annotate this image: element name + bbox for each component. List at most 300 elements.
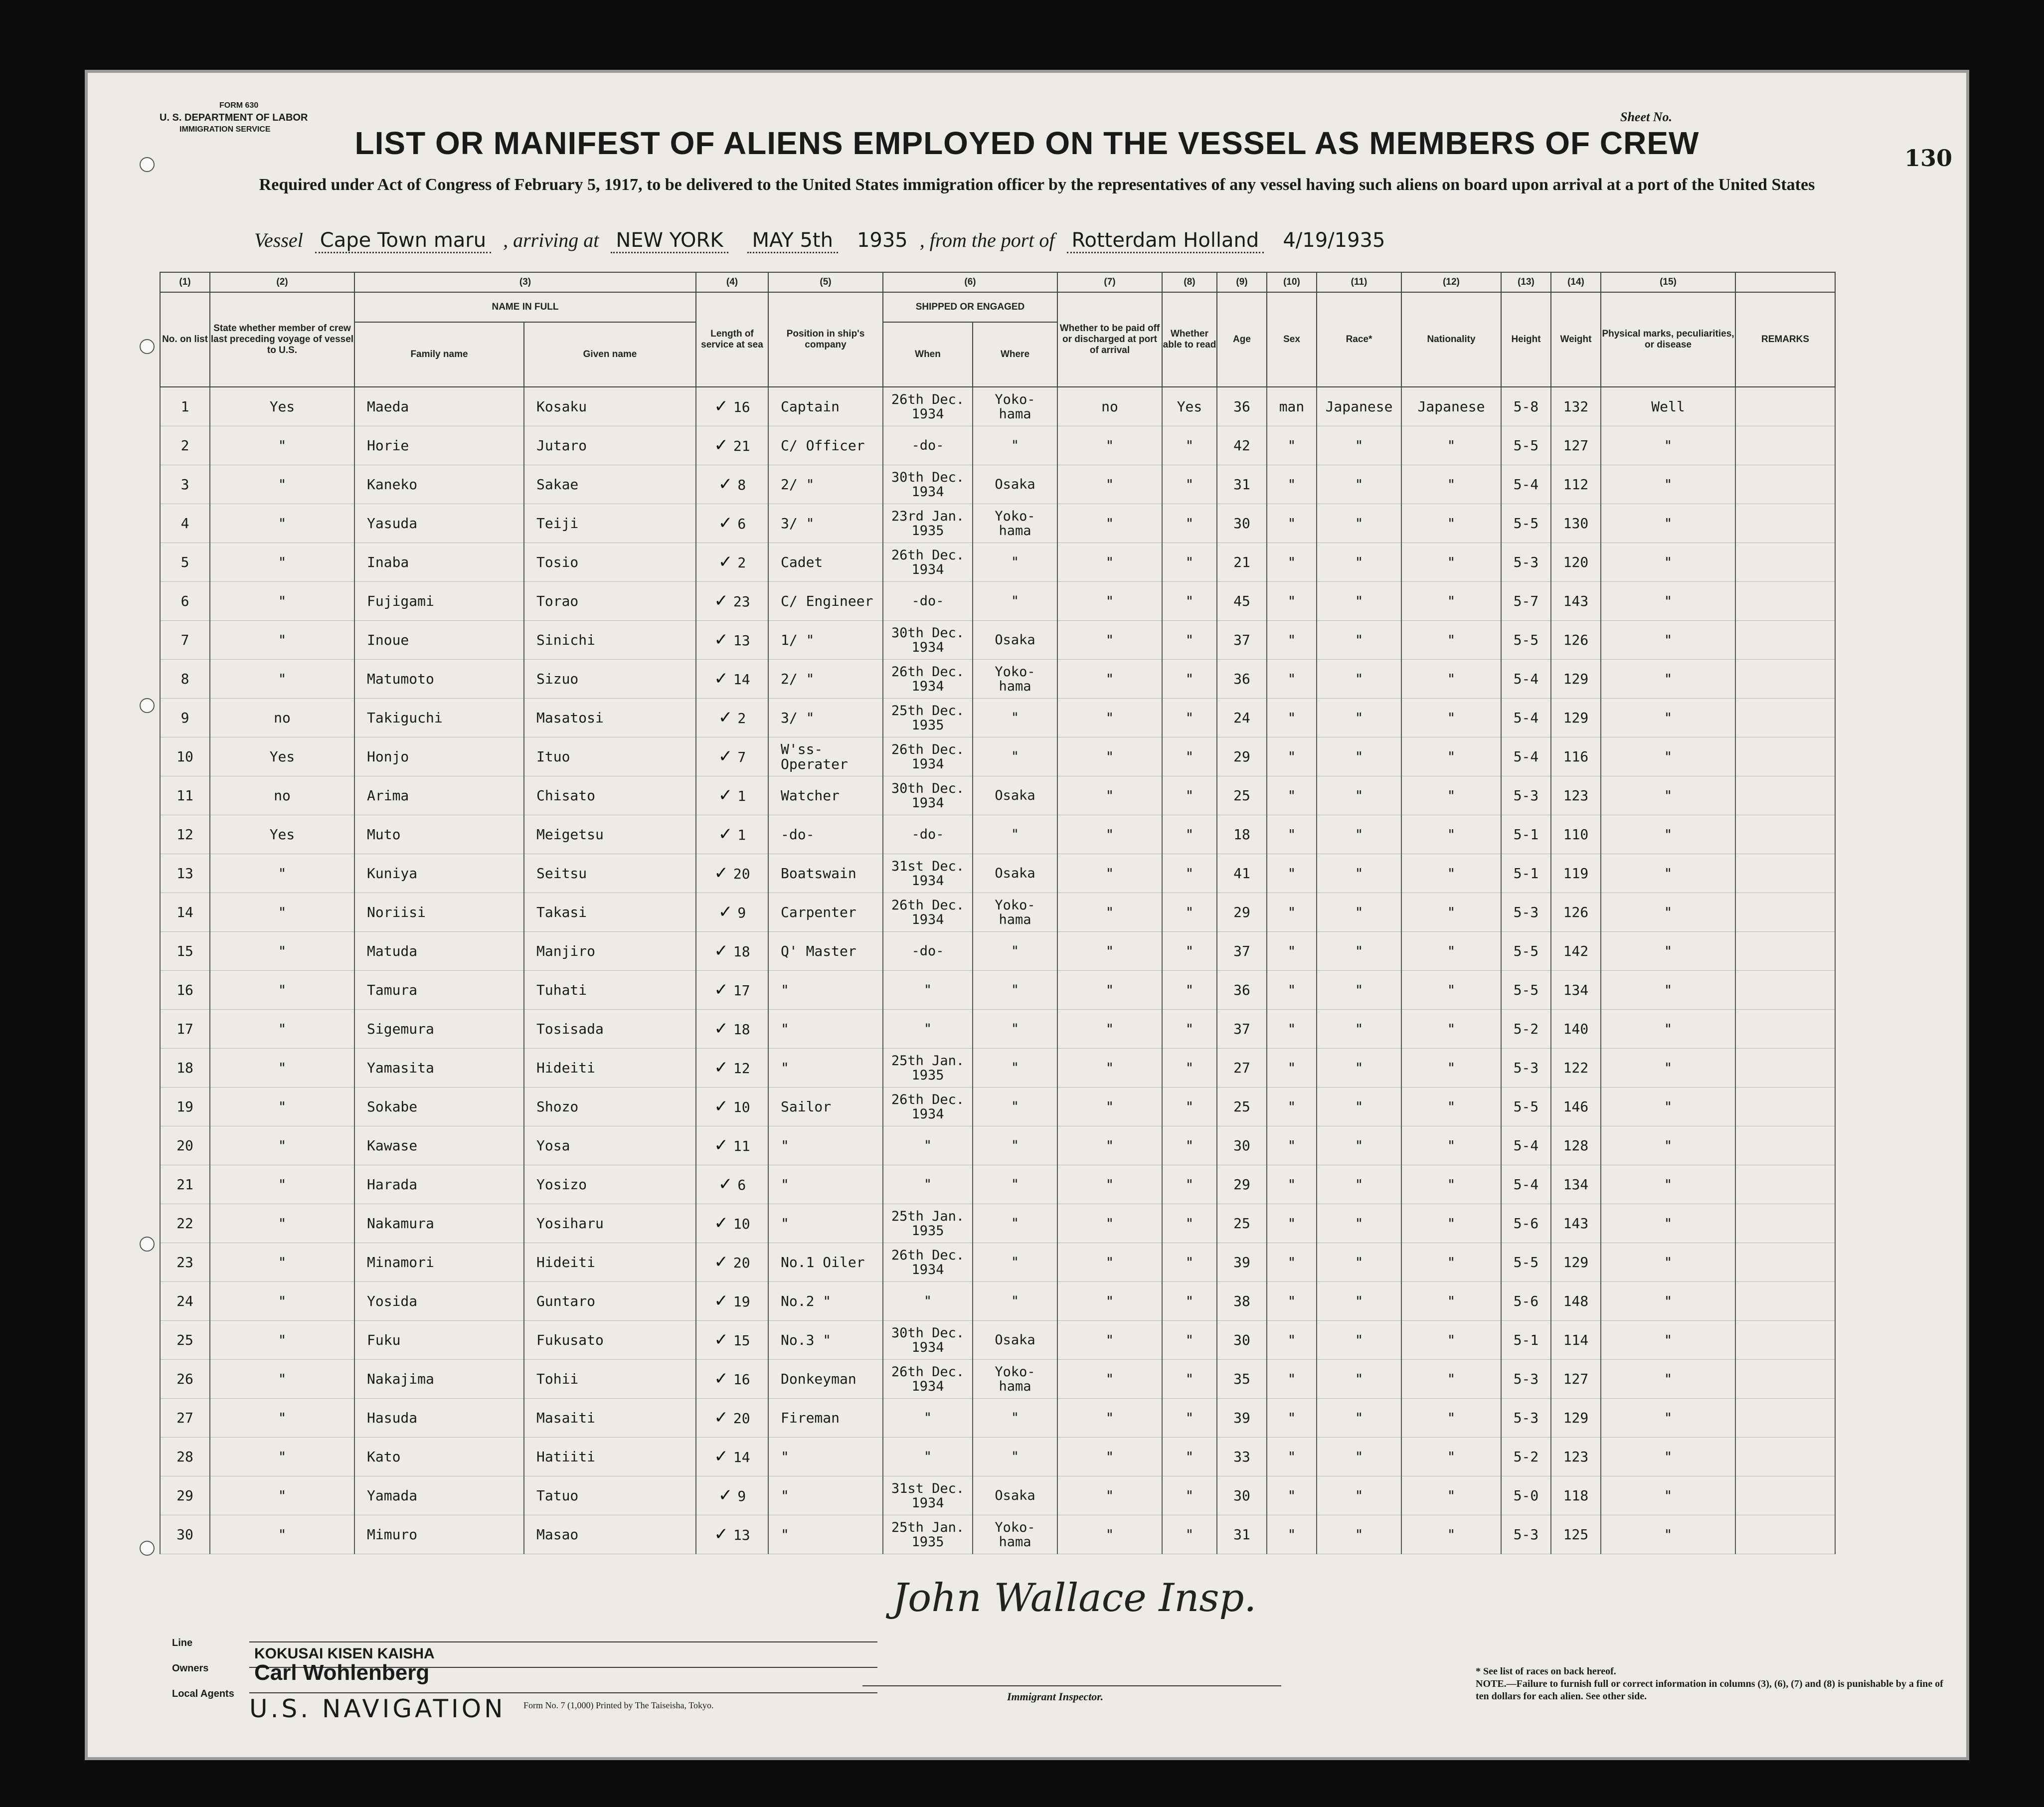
cell-family: Maeda [354, 387, 524, 426]
cell-race: " [1317, 1360, 1401, 1399]
cell-prev: " [210, 1204, 354, 1243]
cell-when: 25th Jan. 1935 [883, 1204, 973, 1243]
check-mark-icon: ✓ [714, 863, 728, 883]
cell-read: " [1162, 465, 1217, 504]
cell-family: Yosida [354, 1282, 524, 1321]
cell-when: 25th Dec. 1935 [883, 699, 973, 737]
cell-physical: " [1601, 932, 1735, 971]
arriving-port: NEW YORK [611, 229, 728, 253]
cell-where: " [973, 815, 1057, 854]
cell-weight: 129 [1551, 1399, 1601, 1438]
cell-position: Captain [768, 387, 883, 426]
cell-length [696, 1087, 768, 1126]
cell-where: Osaka [973, 854, 1057, 893]
cell-given: Torao [524, 582, 696, 621]
cell-weight: 129 [1551, 660, 1601, 699]
cell-nationality: " [1401, 660, 1501, 699]
cell-physical: " [1601, 621, 1735, 660]
check-mark-icon: ✓ [714, 1135, 728, 1155]
length-value: 16 [733, 1371, 750, 1388]
cell-paid: " [1057, 660, 1162, 699]
cell-given: Seitsu [524, 854, 696, 893]
cell-when: -do- [883, 426, 973, 465]
cell-remarks [1735, 1204, 1835, 1243]
cell-where: " [973, 1204, 1057, 1243]
cell-height: 5-3 [1501, 1049, 1551, 1087]
cell-no: 2 [160, 426, 210, 465]
cell-sex: " [1267, 504, 1317, 543]
cell-height: 5-6 [1501, 1282, 1551, 1321]
cell-height: 5-1 [1501, 815, 1551, 854]
cell-family: Arima [354, 776, 524, 815]
cell-physical: " [1601, 699, 1735, 737]
cell-read: " [1162, 1087, 1217, 1126]
cell-nationality: " [1401, 1010, 1501, 1049]
header-able-read: Whether able to read [1162, 292, 1217, 387]
check-mark-icon: ✓ [714, 940, 728, 961]
check-mark-icon: ✓ [714, 1057, 728, 1078]
cell-where: Yoko- hama [973, 893, 1057, 932]
check-mark-icon: ✓ [714, 1329, 728, 1350]
cell-family: Kuniya [354, 854, 524, 893]
cell-nationality: " [1401, 1126, 1501, 1165]
cell-when: 31st Dec. 1934 [883, 1476, 973, 1515]
cell-physical: " [1601, 1010, 1735, 1049]
inspector-label: Immigrant Inspector. [1007, 1690, 1104, 1703]
cell-given: Manjiro [524, 932, 696, 971]
cell-no: 5 [160, 543, 210, 582]
footer-notes [1476, 1665, 1949, 1703]
cell-paid: " [1057, 1010, 1162, 1049]
line-label: Line [172, 1637, 193, 1648]
cell-physical: " [1601, 893, 1735, 932]
cell-position: " [768, 1476, 883, 1515]
from-label: , from the port of [919, 229, 1055, 251]
check-mark-icon: ✓ [718, 513, 733, 533]
cell-physical: " [1601, 854, 1735, 893]
cell-prev: Yes [210, 737, 354, 776]
cell-height: 5-3 [1501, 1515, 1551, 1554]
cell-weight: 142 [1551, 932, 1601, 971]
cell-remarks [1735, 1243, 1835, 1282]
cell-weight: 127 [1551, 426, 1601, 465]
cell-age: 36 [1217, 660, 1267, 699]
cell-no: 21 [160, 1165, 210, 1204]
cell-no: 20 [160, 1126, 210, 1165]
cell-race: " [1317, 1126, 1401, 1165]
cell-physical: " [1601, 1204, 1735, 1243]
cell-length [696, 1204, 768, 1243]
cell-race: " [1317, 699, 1401, 737]
col-num-9: (9) [1217, 272, 1267, 292]
cell-length [696, 426, 768, 465]
cell-given: Tohii [524, 1360, 696, 1399]
cell-race: " [1317, 854, 1401, 893]
cell-read: " [1162, 932, 1217, 971]
cell-when: " [883, 971, 973, 1010]
cell-no: 12 [160, 815, 210, 854]
cell-paid: " [1057, 1126, 1162, 1165]
cell-weight: 122 [1551, 1049, 1601, 1087]
cell-when: -do- [883, 932, 973, 971]
cell-where: Osaka [973, 1321, 1057, 1360]
cell-read: " [1162, 1360, 1217, 1399]
length-value: 19 [733, 1293, 750, 1310]
cell-weight: 129 [1551, 1243, 1601, 1282]
cell-prev: " [210, 1360, 354, 1399]
cell-remarks [1735, 426, 1835, 465]
cell-physical: " [1601, 543, 1735, 582]
cell-race: " [1317, 1243, 1401, 1282]
arriving-label: , arriving at [503, 229, 599, 251]
cell-read: " [1162, 1126, 1217, 1165]
cell-family: Sokabe [354, 1087, 524, 1126]
cell-given: Yosa [524, 1126, 696, 1165]
cell-height: 5-5 [1501, 971, 1551, 1010]
cell-paid: " [1057, 465, 1162, 504]
column-number-row [160, 272, 1835, 292]
printer-note: Form No. 7 (1,000) Printed by The Taiseisha, Tokyo. [523, 1700, 714, 1710]
cell-weight: 129 [1551, 699, 1601, 737]
cell-nationality: " [1401, 1165, 1501, 1204]
cell-age: 41 [1217, 854, 1267, 893]
cell-physical: " [1601, 1049, 1735, 1087]
cell-physical: " [1601, 1087, 1735, 1126]
cell-where: " [973, 1126, 1057, 1165]
cell-nationality: " [1401, 932, 1501, 971]
cell-when: " [883, 1010, 973, 1049]
cell-weight: 134 [1551, 1165, 1601, 1204]
table-row [160, 504, 1835, 543]
cell-read: " [1162, 776, 1217, 815]
arrival-day: MAY 5th [747, 229, 838, 253]
cell-when: 31st Dec. 1934 [883, 854, 973, 893]
cell-race: " [1317, 1010, 1401, 1049]
table-row [160, 699, 1835, 737]
cell-given: Tosio [524, 543, 696, 582]
cell-when: 26th Dec. 1934 [883, 737, 973, 776]
cell-when: " [883, 1126, 973, 1165]
header-row-1 [160, 292, 1835, 322]
cell-age: 30 [1217, 1476, 1267, 1515]
cell-weight: 110 [1551, 815, 1601, 854]
header-position: Position in ship's company [768, 292, 883, 387]
cell-prev: " [210, 582, 354, 621]
document-subtitle: Required under Act of Congress of February 5, 1917, to be delivered to the United States immigration officer by the representatives of any vessel having such aliens on board upon arrival at a port of the United States [259, 176, 1815, 194]
cell-age: 39 [1217, 1243, 1267, 1282]
cell-age: 29 [1217, 1165, 1267, 1204]
cell-sex: " [1267, 660, 1317, 699]
table-row [160, 1165, 1835, 1204]
table-row [160, 387, 1835, 426]
length-value: 9 [737, 904, 746, 921]
check-mark-icon: ✓ [718, 1174, 733, 1194]
note-races: * See list of races on back hereof. [1476, 1666, 1616, 1677]
cell-length [696, 504, 768, 543]
length-value: 1 [737, 787, 746, 804]
cell-race: " [1317, 1165, 1401, 1204]
table-row [160, 1438, 1835, 1476]
cell-where: Osaka [973, 465, 1057, 504]
cell-length [696, 1515, 768, 1554]
cell-when: -do- [883, 815, 973, 854]
cell-height: 5-4 [1501, 699, 1551, 737]
cell-length [696, 1165, 768, 1204]
cell-family: Minamori [354, 1243, 524, 1282]
cell-nationality: " [1401, 1049, 1501, 1087]
cell-when: 30th Dec. 1934 [883, 776, 973, 815]
cell-where: Yoko- hama [973, 1360, 1057, 1399]
cell-height: 5-8 [1501, 387, 1551, 426]
cell-length [696, 932, 768, 971]
header-nationality: Nationality [1401, 292, 1501, 387]
cell-remarks [1735, 699, 1835, 737]
cell-age: 37 [1217, 932, 1267, 971]
cell-position: C/ Engineer [768, 582, 883, 621]
cell-remarks [1735, 1010, 1835, 1049]
cell-sex: " [1267, 1126, 1317, 1165]
cell-read: " [1162, 1165, 1217, 1204]
document-title: LIST OR MANIFEST OF ALIENS EMPLOYED ON THE VESSEL AS MEMBERS OF CREW [354, 125, 1700, 161]
cell-read: " [1162, 1282, 1217, 1321]
cell-nationality: " [1401, 504, 1501, 543]
cell-no: 6 [160, 582, 210, 621]
cell-paid: " [1057, 1321, 1162, 1360]
cell-remarks [1735, 387, 1835, 426]
table-row [160, 1515, 1835, 1554]
cell-nationality: " [1401, 1399, 1501, 1438]
cell-race: " [1317, 426, 1401, 465]
cell-paid: " [1057, 1438, 1162, 1476]
cell-weight: 125 [1551, 1515, 1601, 1554]
cell-nationality: " [1401, 699, 1501, 737]
cell-race: " [1317, 504, 1401, 543]
cell-where: " [973, 1165, 1057, 1204]
cell-weight: 143 [1551, 582, 1601, 621]
header-where: Where [973, 322, 1057, 387]
col-num-6: (6) [883, 272, 1057, 292]
cell-age: 29 [1217, 893, 1267, 932]
cell-race: " [1317, 815, 1401, 854]
cell-family: Kawase [354, 1126, 524, 1165]
sheet-label: Sheet No. [1620, 110, 1672, 124]
cell-remarks [1735, 1360, 1835, 1399]
cell-nationality: " [1401, 1476, 1501, 1515]
sheet-number: 130 [1904, 145, 1953, 172]
cell-family: Noriisi [354, 893, 524, 932]
col-num-8: (8) [1162, 272, 1217, 292]
footer-labels [172, 1630, 234, 1707]
cell-age: 37 [1217, 1010, 1267, 1049]
cell-sex: " [1267, 932, 1317, 971]
cell-where: " [973, 1010, 1057, 1049]
length-value: 21 [733, 437, 750, 454]
length-value: 15 [733, 1332, 750, 1349]
cell-physical: " [1601, 1360, 1735, 1399]
cell-position: " [768, 1126, 883, 1165]
cell-paid: " [1057, 621, 1162, 660]
cell-physical: " [1601, 1165, 1735, 1204]
cell-height: 5-3 [1501, 1399, 1551, 1438]
cell-paid: " [1057, 1204, 1162, 1243]
cell-nationality: " [1401, 776, 1501, 815]
check-mark-icon: ✓ [714, 1524, 728, 1544]
line-field [249, 1641, 877, 1642]
cell-family: Yamasita [354, 1049, 524, 1087]
cell-no: 9 [160, 699, 210, 737]
cell-where: " [973, 1087, 1057, 1126]
cell-length [696, 1126, 768, 1165]
cell-length [696, 621, 768, 660]
cell-remarks [1735, 1515, 1835, 1554]
cell-where: " [973, 1243, 1057, 1282]
cell-family: Kaneko [354, 465, 524, 504]
length-value: 6 [737, 1176, 746, 1193]
cell-remarks [1735, 1282, 1835, 1321]
cell-when: " [883, 1438, 973, 1476]
table-row [160, 893, 1835, 932]
cell-prev: " [210, 1321, 354, 1360]
cell-physical: " [1601, 1282, 1735, 1321]
cell-age: 25 [1217, 1204, 1267, 1243]
cell-physical: " [1601, 1321, 1735, 1360]
cell-nationality: " [1401, 1321, 1501, 1360]
cell-where: Osaka [973, 621, 1057, 660]
cell-position: 2/ " [768, 660, 883, 699]
vessel-line [254, 228, 1949, 252]
cell-where: " [973, 582, 1057, 621]
cell-no: 27 [160, 1399, 210, 1438]
cell-weight: 143 [1551, 1204, 1601, 1243]
check-mark-icon: ✓ [714, 1407, 728, 1428]
cell-family: Tamura [354, 971, 524, 1010]
cell-read: " [1162, 1515, 1217, 1554]
cell-paid: " [1057, 893, 1162, 932]
cell-weight: 130 [1551, 504, 1601, 543]
cell-physical: " [1601, 504, 1735, 543]
cell-nationality: " [1401, 543, 1501, 582]
cell-sex: " [1267, 893, 1317, 932]
col-num-1: (1) [160, 272, 210, 292]
cell-family: Nakamura [354, 1204, 524, 1243]
table-row [160, 1282, 1835, 1321]
cell-sex: " [1267, 699, 1317, 737]
cell-family: Harada [354, 1165, 524, 1204]
cell-race: " [1317, 1204, 1401, 1243]
cell-family: Fujigami [354, 582, 524, 621]
table-row [160, 737, 1835, 776]
cell-where: " [973, 932, 1057, 971]
cell-where: Osaka [973, 1476, 1057, 1515]
cell-when: 26th Dec. 1934 [883, 1243, 973, 1282]
inspector-signature: John Wallace Insp. [892, 1576, 1257, 1621]
cell-read: " [1162, 504, 1217, 543]
cell-physical: " [1601, 1476, 1735, 1515]
cell-physical: " [1601, 971, 1735, 1010]
length-value: 13 [733, 632, 750, 649]
cell-sex: " [1267, 854, 1317, 893]
cell-prev: " [210, 426, 354, 465]
cell-when: 26th Dec. 1934 [883, 893, 973, 932]
cell-when: " [883, 1282, 973, 1321]
cell-position: No.1 Oiler [768, 1243, 883, 1282]
cell-position: Donkeyman [768, 1360, 883, 1399]
cell-read: " [1162, 1476, 1217, 1515]
table-row [160, 1399, 1835, 1438]
cell-length [696, 1321, 768, 1360]
length-value: 20 [733, 865, 750, 882]
cell-physical: " [1601, 1243, 1735, 1282]
cell-length [696, 737, 768, 776]
cell-prev: " [210, 660, 354, 699]
header-when: When [883, 322, 973, 387]
cell-given: Hideiti [524, 1243, 696, 1282]
cell-position: " [768, 1438, 883, 1476]
cell-weight: 118 [1551, 1476, 1601, 1515]
cell-position: Carpenter [768, 893, 883, 932]
cell-nationality: " [1401, 1087, 1501, 1126]
check-mark-icon: ✓ [718, 902, 733, 922]
cell-race: " [1317, 1282, 1401, 1321]
cell-no: 4 [160, 504, 210, 543]
cell-read: " [1162, 737, 1217, 776]
table-row [160, 971, 1835, 1010]
cell-when: 26th Dec. 1934 [883, 543, 973, 582]
cell-nationality: " [1401, 893, 1501, 932]
cell-race: Japanese [1317, 387, 1401, 426]
cell-prev: no [210, 699, 354, 737]
cell-height: 5-1 [1501, 1321, 1551, 1360]
cell-no: 18 [160, 1049, 210, 1087]
cell-height: 5-5 [1501, 504, 1551, 543]
cell-sex: " [1267, 465, 1317, 504]
cell-given: Teiji [524, 504, 696, 543]
cell-when: 26th Dec. 1934 [883, 1360, 973, 1399]
cell-remarks [1735, 1165, 1835, 1204]
check-mark-icon: ✓ [714, 979, 728, 1000]
cell-remarks [1735, 932, 1835, 971]
cell-age: 25 [1217, 1087, 1267, 1126]
cell-position: 3/ " [768, 504, 883, 543]
cell-no: 16 [160, 971, 210, 1010]
cell-paid: " [1057, 699, 1162, 737]
cell-length [696, 699, 768, 737]
cell-read: " [1162, 971, 1217, 1010]
cell-length [696, 1010, 768, 1049]
cell-nationality: " [1401, 1243, 1501, 1282]
cell-height: 5-6 [1501, 1204, 1551, 1243]
cell-nationality: " [1401, 815, 1501, 854]
table-row [160, 932, 1835, 971]
check-mark-icon: ✓ [714, 1213, 728, 1233]
cell-given: Sinichi [524, 621, 696, 660]
cell-prev: " [210, 932, 354, 971]
cell-sex: " [1267, 426, 1317, 465]
cell-paid: " [1057, 932, 1162, 971]
cell-height: 5-3 [1501, 543, 1551, 582]
col-num-13: (13) [1501, 272, 1551, 292]
cell-family: Horie [354, 426, 524, 465]
cell-prev: " [210, 1087, 354, 1126]
cell-paid: " [1057, 971, 1162, 1010]
col-num-2: (2) [210, 272, 354, 292]
cell-sex: " [1267, 1515, 1317, 1554]
cell-given: Sizuo [524, 660, 696, 699]
cell-prev: " [210, 1476, 354, 1515]
cell-remarks [1735, 893, 1835, 932]
cell-prev: " [210, 1438, 354, 1476]
cell-paid: " [1057, 1282, 1162, 1321]
